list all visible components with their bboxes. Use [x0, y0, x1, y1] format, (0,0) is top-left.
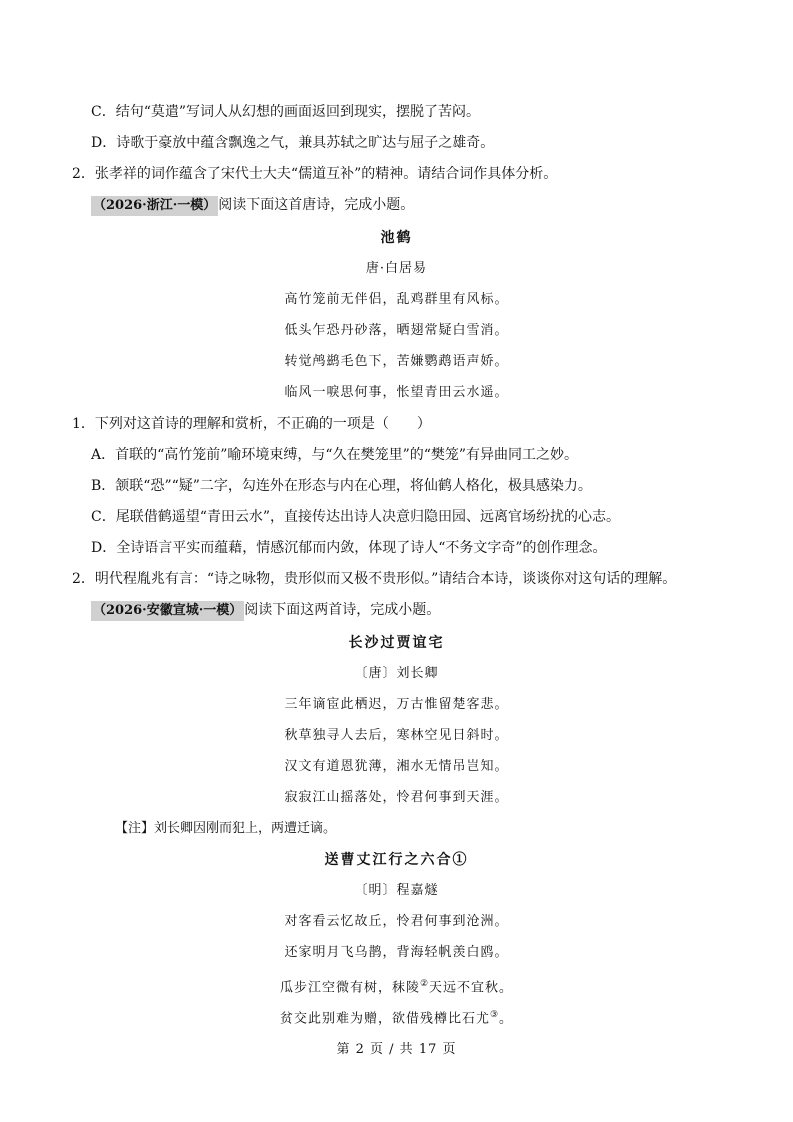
intro-text: 阅读下面这两首诗，完成小题。: [244, 602, 441, 618]
poem-line: 三年谪宦此栖迟，万古惟留楚客悲。: [284, 697, 509, 712]
source-tag: （2026·浙江·一模）: [91, 196, 218, 216]
poem-line: 汉文有道恩犹薄，湘水无情吊岂知。: [284, 759, 509, 774]
poem-line: 转觉鸬鹚毛色下，苦嫌鹦鹉语声娇。: [284, 354, 509, 369]
poem-line: 临风一唳思何事，怅望青田云水遥。: [284, 385, 509, 400]
poem-note: 【注】刘长卿因刚而犯上，两遭迁谪。: [115, 821, 337, 836]
poem-line: 秋草独寻人去后，寒林空见日斜时。: [284, 728, 509, 743]
poem-line: 寂寂江山摇落处，怜君何事到天涯。: [284, 790, 509, 805]
question-2: 2．张孝祥的词作蕴含了宋代士大夫“儒道互补”的精神。请结合词作具体分析。: [72, 166, 558, 182]
footnote-marker: ②: [419, 979, 430, 989]
poem-line: [0, 974, 793, 998]
option-d: D．诗歌于豪放中蕴含飘逸之气，兼具苏轼之旷达与屈子之雄奇。: [91, 135, 495, 151]
source-tag: （2026·安徽宣城·一模）: [91, 601, 244, 621]
option-a: A．首联的“高竹笼前”喻环境束缚，与“久在樊笼里”的“樊笼”有异曲同工之妙。: [91, 447, 579, 463]
poem-line: 还家明月飞乌鹊，背海轻帆羡白鸥。: [284, 945, 509, 960]
poem-line-part: 。: [499, 1011, 514, 1027]
footnote-marker: ③: [489, 1010, 500, 1020]
option-b: B．颔联“恐”“疑”二字，勾连外在形态与内在心理，将仙鹤人格化，极具感染力。: [91, 478, 592, 494]
poem-title: 长沙过贾谊宅: [348, 635, 445, 651]
poem-line: 低头乍恐丹砂落，晒翅常疑白雪消。: [284, 323, 509, 338]
poem-author: 〔唐〕刘长卿: [354, 666, 439, 681]
poem-line: [0, 1005, 793, 1029]
option-c: C．尾联借鹤遥望“青田云水”，直接传达出诗人决意归隐田园、远离官场纷扰的心志。: [91, 509, 621, 525]
poem-line-part: 瓜步江空微有树，秣陵: [279, 980, 420, 996]
poem-author: 〔明〕程嘉燧: [354, 883, 439, 898]
intro-text: 阅读下面这首唐诗，完成小题。: [218, 197, 415, 213]
question-1: 1．下列对这首诗的理解和赏析，不正确的一项是（ ）: [72, 416, 431, 432]
question-2: 2．明代程胤兆有言：“诗之咏物，贵形似而又极不贵形似。”请结合本诗，谈谈你对这句话的理解。: [72, 571, 677, 587]
section-intro: [91, 195, 414, 216]
page-number: 第 2 页 / 共 17 页: [336, 1042, 457, 1057]
poem-author: 唐·白居易: [365, 261, 428, 276]
poem-line: 对客看云忆故丘，怜君何事到沧洲。: [284, 914, 509, 929]
option-d: D．全诗语言平实而蕴藉，情感沉郁而内敛，体现了诗人“不务文字奇”的创作理念。: [91, 540, 607, 556]
poem-line-part: 贫交此别难为赠，欲借残樽比石尤: [279, 1011, 490, 1027]
poem-line: 高竹笼前无伴侣，乱鸡群里有风标。: [284, 292, 509, 307]
option-c: C．结句“莫遣”写词人从幻想的画面返回到现实，摆脱了苦闷。: [91, 104, 481, 120]
poem-title: 池鹤: [380, 230, 413, 246]
section-intro: [91, 600, 440, 621]
poem-title: 送曹丈江行之六合①: [324, 852, 469, 868]
poem-line-part: 天远不宜秋。: [429, 980, 514, 996]
